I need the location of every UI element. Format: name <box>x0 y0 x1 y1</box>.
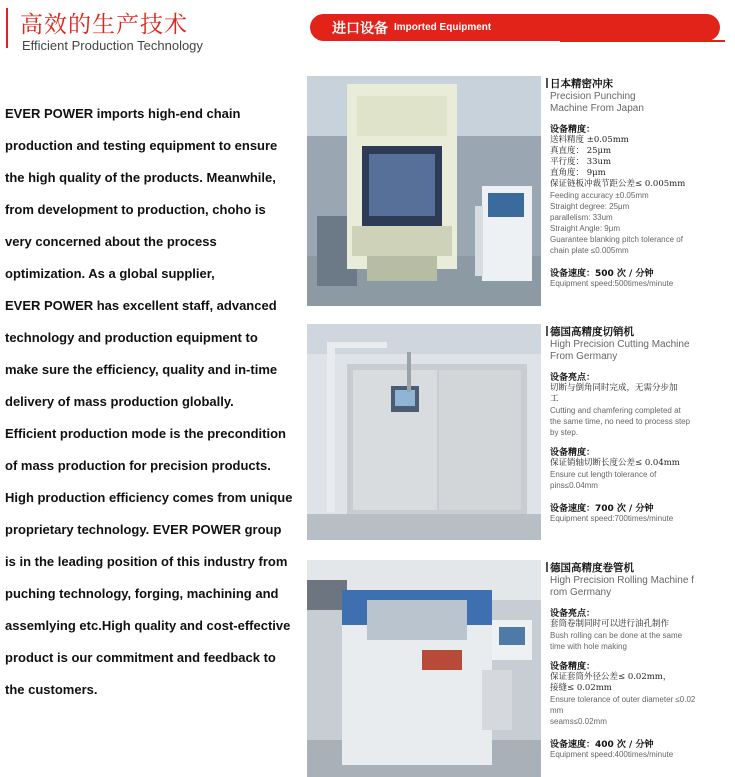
spec-line-en: Ensure tolerance of outer diameter ≤0.02 <box>550 695 696 704</box>
spec-line-en: Feeding accuracy ±0.05mm <box>550 191 649 200</box>
spec-line-cn: 送料精度 ±0.05mm <box>550 135 629 145</box>
machine-title-en: rom Germany <box>550 587 612 598</box>
spec-line-en: seams≤0.02mm <box>550 717 607 726</box>
speed-cn: 设备速度：700 次 / 分钟 <box>550 504 654 514</box>
intro-line: puching technology, forging, machining and <box>5 586 279 601</box>
spec-line-cn: 接缝≤ 0.02mm <box>550 683 612 693</box>
spec-line-en: Straight Angle: 9μm <box>550 224 620 233</box>
page-title: 高效的生产技术 <box>20 12 188 38</box>
spec-line-en: chain plate ≤0.005mm <box>550 246 629 255</box>
intro-line: proprietary technology. EVER POWER group <box>5 522 282 537</box>
banner-underline <box>560 40 725 42</box>
machine-title-cn: 德国高精度卷管机 <box>550 562 634 574</box>
spec-block-punching <box>550 76 730 288</box>
intro-line: assemlying etc.High quality and cost-effective <box>5 618 291 633</box>
intro-line: production and testing equipment to ensure <box>5 138 278 153</box>
intro-line: very concerned about the process <box>5 234 217 249</box>
intro-line: EVER POWER has excellent staff, advanced <box>5 298 277 313</box>
title-marker <box>546 562 548 572</box>
intro-line: optimization. As a global supplier, <box>5 266 215 281</box>
spec-line-cn: 保证链板冲裁节距公差≤ 0.005mm <box>550 179 686 189</box>
intro-line: make sure the efficiency, quality and in-time <box>5 362 278 377</box>
title-marker <box>546 78 548 88</box>
machine-title-en: Machine From Japan <box>550 103 644 114</box>
intro-line: High production efficiency comes from unique <box>5 490 293 505</box>
spec-line-en: Ensure cut length tolerance of <box>550 470 657 479</box>
speed-en: Equipment speed:400times/minute <box>550 750 674 759</box>
spec-line-en: pins≤0.04mm <box>550 481 598 490</box>
intro-line: the high quality of the products. Meanwhile, <box>5 170 276 185</box>
intro-line: EVER POWER imports high-end chain <box>5 106 241 121</box>
spec-label: 设备精度： <box>550 448 596 458</box>
spec-line-cn: 真直度： 25μm <box>550 146 612 156</box>
intro-line: product is our commitment and feedback to <box>5 650 276 665</box>
machine-title-en: From Germany <box>550 351 618 362</box>
machine-title-en: High Precision Rolling Machine f <box>550 575 694 586</box>
page-subtitle: Efficient Production Technology <box>22 38 203 53</box>
machine-title-cn: 德国高精度切销机 <box>550 326 634 338</box>
machine-title-cn: 日本精密冲床 <box>550 78 613 90</box>
speed-en: Equipment speed:700times/minute <box>550 514 674 523</box>
spec-line-cn: 直角度： 9μm <box>550 168 606 178</box>
spec-line-en: mm <box>550 706 564 715</box>
spec-line-en: time with hole making <box>550 642 627 651</box>
intro-line: from development to production, choho is <box>5 202 266 217</box>
banner-title-en: Imported Equipment <box>394 22 492 33</box>
header-accent-bar <box>6 8 8 48</box>
intro-line: technology and production equipment to <box>5 330 258 345</box>
rolling-machine-photo <box>307 560 541 777</box>
speed-en: Equipment speed:500times/minute <box>550 279 674 288</box>
intro-line: is in the leading position of this industry from <box>5 554 288 569</box>
spec-label: 设备精度： <box>550 125 596 135</box>
spec-line-en: the same time, no need to process step <box>550 417 691 426</box>
punching-machine-photo <box>307 76 541 306</box>
spec-label: 设备亮点： <box>550 609 596 619</box>
speed-cn: 设备速度：400 次 / 分钟 <box>550 740 654 750</box>
spec-line-en: Guarantee blanking pitch tolerance of <box>550 235 683 244</box>
spec-line-cn: 保证销轴切断长度公差≤ 0.04mm <box>550 458 680 468</box>
section-banner <box>310 14 720 41</box>
spec-label: 设备精度： <box>550 662 596 672</box>
spec-block-cutting <box>550 324 730 523</box>
machine-title-en: High Precision Cutting Machine <box>550 339 690 350</box>
spec-block-rolling <box>550 560 730 759</box>
title-marker <box>546 326 548 336</box>
banner-title-cn: 进口设备 <box>332 20 388 37</box>
spec-line-cn: 工 <box>550 394 559 404</box>
spec-line-cn: 切断与倒角同时完成，无需分步加 <box>550 383 678 393</box>
spec-line-en: by step. <box>550 428 579 437</box>
intro-line: the customers. <box>5 682 98 697</box>
intro-line: Efficient production mode is the precondition <box>5 426 286 441</box>
spec-line-en: Straight degree: 25μm <box>550 202 630 211</box>
speed-cn: 设备速度：500 次 / 分钟 <box>550 269 654 279</box>
spec-line-en: Cutting and chamfering completed at <box>550 406 681 415</box>
spec-line-cn: 套筒卷制同时可以进行油孔制作 <box>550 619 670 629</box>
cutting-machine-photo <box>307 324 541 540</box>
spec-line-en: parallelism: 33um <box>550 213 613 222</box>
intro-line: of mass production for precision products. <box>5 458 271 473</box>
spec-line-cn: 保证套筒外径公差≤ 0.02mm， <box>550 672 672 682</box>
intro-line: delivery of mass production globally. <box>5 394 234 409</box>
spec-label: 设备亮点： <box>550 373 596 383</box>
machine-title-en: Precision Punching <box>550 91 636 102</box>
spec-line-en: Bush rolling can be done at the same <box>550 631 683 640</box>
spec-line-cn: 平行度： 33um <box>550 157 612 167</box>
